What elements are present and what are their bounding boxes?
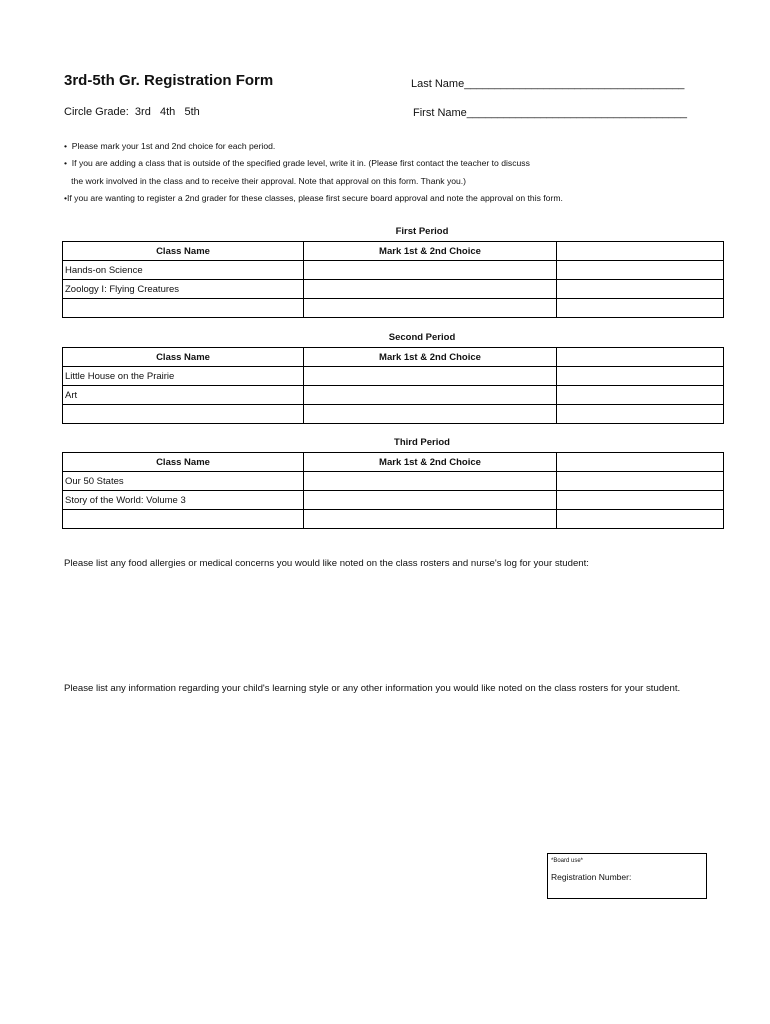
blank-cell[interactable] [557, 472, 724, 491]
header-blank [557, 242, 724, 261]
board-use-label: *Board use* [551, 858, 584, 864]
instruction-1: • Please mark your 1st and 2nd choice for each period. [64, 141, 276, 151]
header-blank [557, 453, 724, 472]
class-name-cell: Story of the World: Volume 3 [63, 491, 304, 510]
instruction-2: • If you are adding a class that is outside of the specified grade level, write it in. (Please first contact the teacher to discuss [64, 158, 530, 168]
header-class-name: Class Name [63, 453, 304, 472]
table-row [63, 280, 724, 299]
blank-cell[interactable] [557, 510, 724, 529]
class-name-cell: Hands-on Science [63, 261, 304, 280]
second-period-table [62, 347, 724, 424]
choice-cell[interactable] [304, 510, 557, 529]
blank-cell[interactable] [557, 261, 724, 280]
blank-cell[interactable] [557, 386, 724, 405]
table-row [63, 386, 724, 405]
last-name-field[interactable]: Last Name____________________________________ [411, 78, 685, 90]
table-row [63, 299, 724, 318]
grade-option-3rd[interactable]: 3rd [134, 106, 151, 118]
registration-number-label: Registration Number: [551, 872, 632, 882]
table-row [63, 510, 724, 529]
class-name-cell: Our 50 States [63, 472, 304, 491]
table-row [63, 405, 724, 424]
choice-cell[interactable] [304, 299, 557, 318]
choice-cell[interactable] [304, 280, 557, 299]
grade-option-5th[interactable]: 5th [184, 106, 200, 118]
header-choice: Mark 1st & 2nd Choice [304, 453, 557, 472]
circle-grade-line [64, 106, 200, 118]
period-title-second: Second Period [388, 332, 456, 343]
blank-cell[interactable] [557, 299, 724, 318]
choice-cell[interactable] [304, 405, 557, 424]
class-name-cell: Art [63, 386, 304, 405]
choice-cell[interactable] [304, 472, 557, 491]
form-title: 3rd-5th Gr. Registration Form [64, 72, 274, 89]
board-use-box[interactable] [547, 853, 707, 899]
choice-cell[interactable] [304, 491, 557, 510]
learning-style-answer-area[interactable] [64, 722, 708, 842]
class-name-cell[interactable] [63, 299, 304, 318]
header-choice: Mark 1st & 2nd Choice [304, 348, 557, 367]
instruction-2-cont: the work involved in the class and to receive their approval. Note that approval on this form. Thank you.) [64, 176, 467, 186]
table-row [63, 367, 724, 386]
header-blank [557, 348, 724, 367]
choice-cell[interactable] [304, 261, 557, 280]
header-class-name: Class Name [63, 242, 304, 261]
grade-option-4th[interactable]: 4th [160, 106, 176, 118]
choice-cell[interactable] [304, 367, 557, 386]
allergies-prompt: Please list any food allergies or medical concerns you would like noted on the class rosters and nurse's log for your student: [64, 558, 589, 569]
blank-cell[interactable] [557, 280, 724, 299]
class-name-cell: Zoology I: Flying Creatures [63, 280, 304, 299]
instruction-3: •If you are wanting to register a 2nd grader for these classes, please first secure board approval and note the approval on this form. [64, 193, 563, 203]
period-title-third: Third Period [394, 437, 450, 448]
first-period-table [62, 241, 724, 318]
class-name-cell: Little House on the Prairie [63, 367, 304, 386]
circle-grade-label: Circle Grade: [64, 106, 129, 118]
class-name-cell[interactable] [63, 510, 304, 529]
blank-cell[interactable] [557, 367, 724, 386]
header-choice: Mark 1st & 2nd Choice [304, 242, 557, 261]
table-row [63, 261, 724, 280]
table-row [63, 491, 724, 510]
allergies-answer-area[interactable] [64, 578, 708, 668]
table-row [63, 472, 724, 491]
blank-cell[interactable] [557, 491, 724, 510]
first-name-field[interactable]: First Name____________________________________ [413, 107, 688, 119]
third-period-table [62, 452, 724, 529]
header-class-name: Class Name [63, 348, 304, 367]
period-title-first: First Period [395, 226, 449, 237]
choice-cell[interactable] [304, 386, 557, 405]
blank-cell[interactable] [557, 405, 724, 424]
learning-style-prompt: Please list any information regarding your child's learning style or any other information you would like noted on the class rosters for your student. [64, 683, 681, 694]
class-name-cell[interactable] [63, 405, 304, 424]
